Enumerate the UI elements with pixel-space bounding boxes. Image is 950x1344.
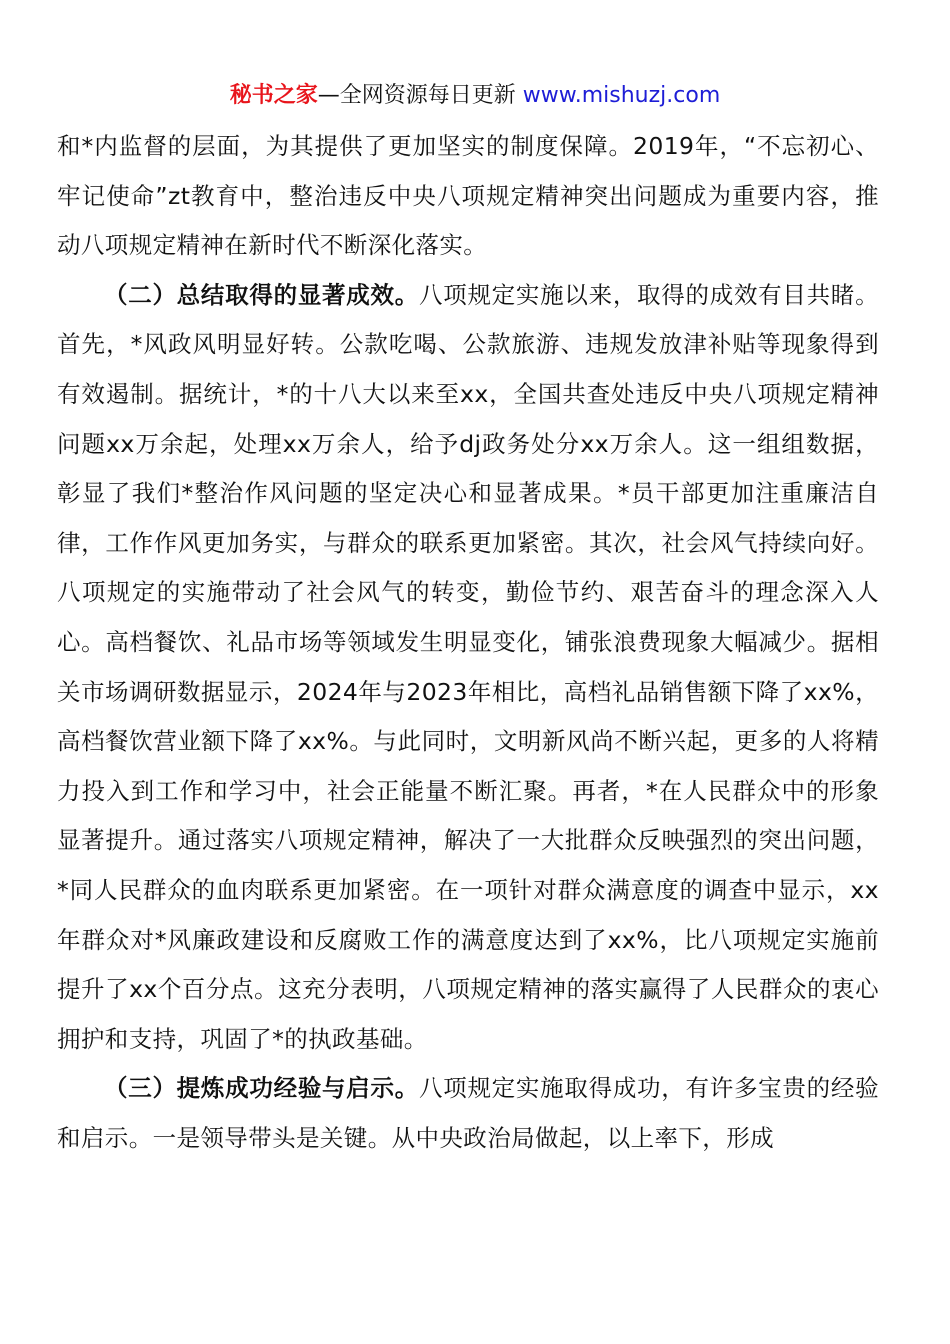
section-heading-2: （二）总结取得的显著成效。	[104, 280, 419, 309]
document-body	[57, 122, 879, 1163]
paragraph-2-text: 八项规定实施以来，取得的成效有目共睹。首先，*风政风明显好转。公款吃喝、公款旅游、违规发放津补贴等现象得到有效遏制。据统计，*的十八大以来至xx，全国共查处违反中央八项规定精神问题xx万余起，处理xx万余人，给予dj政务处分xx万余人。这一组组数据，彰显了我们*整治作风问题的坚定决心和显著成果。*员干部更加注重廉洁自律，工作作风更加务实，与群众的联系更加紧密。其次，社会风气持续向好。八项规定的实施带动了社会风气的转变，勤俭节约、艰苦奋斗的理念深入人心。高档餐饮、礼品市场等领域发生明显变化，铺张浪费现象大幅减少。据相关市场调研数据显示，2024年与2023年相比，高档礼品销售额下降了xx%，高档餐饮营业额下降了xx%。与此同时，文明新风尚不断兴起，更多的人将精力投入到工作和学习中，社会正能量不断汇聚。再者，*在人民群众中的形象显著提升。通过落实八项规定精神，解决了一大批群众反映强烈的突出问题，*同人民群众的血肉联系更加紧密。在一项针对群众满意度的调查中显示，xx年群众对*风廉政建设和反腐败工作的满意度达到了xx%，比八项规定实施前提升了xx个百分点。这充分表明，八项规定精神的落实赢得了人民群众的衷心拥护和支持，巩固了*的执政基础。	[57, 280, 879, 1053]
site-brand: 秘书之家	[229, 83, 318, 108]
site-tagline: —全网资源每日更新	[317, 83, 523, 108]
paragraph-2	[57, 271, 879, 1065]
site-header	[0, 80, 950, 112]
section-heading-3: （三）提炼成功经验与启示。	[104, 1074, 419, 1103]
site-url-link[interactable]: www.mishuzj.com	[522, 83, 721, 108]
paragraph-3	[57, 1064, 879, 1163]
paragraph-1-text: 和*内监督的层面，为其提供了更加坚实的制度保障。2019年，“不忘初心、牢记使命”zt教育中，整治违反中央八项规定精神突出问题成为重要内容，推动八项规定精神在新时代不断深化落实。	[57, 132, 879, 260]
paragraph-1	[57, 122, 879, 271]
paragraph-3-text: 八项规定实施取得成功，有许多宝贵的经验和启示。一是领导带头是关键。从中央政治局做起，以上率下，形成	[57, 1074, 879, 1152]
